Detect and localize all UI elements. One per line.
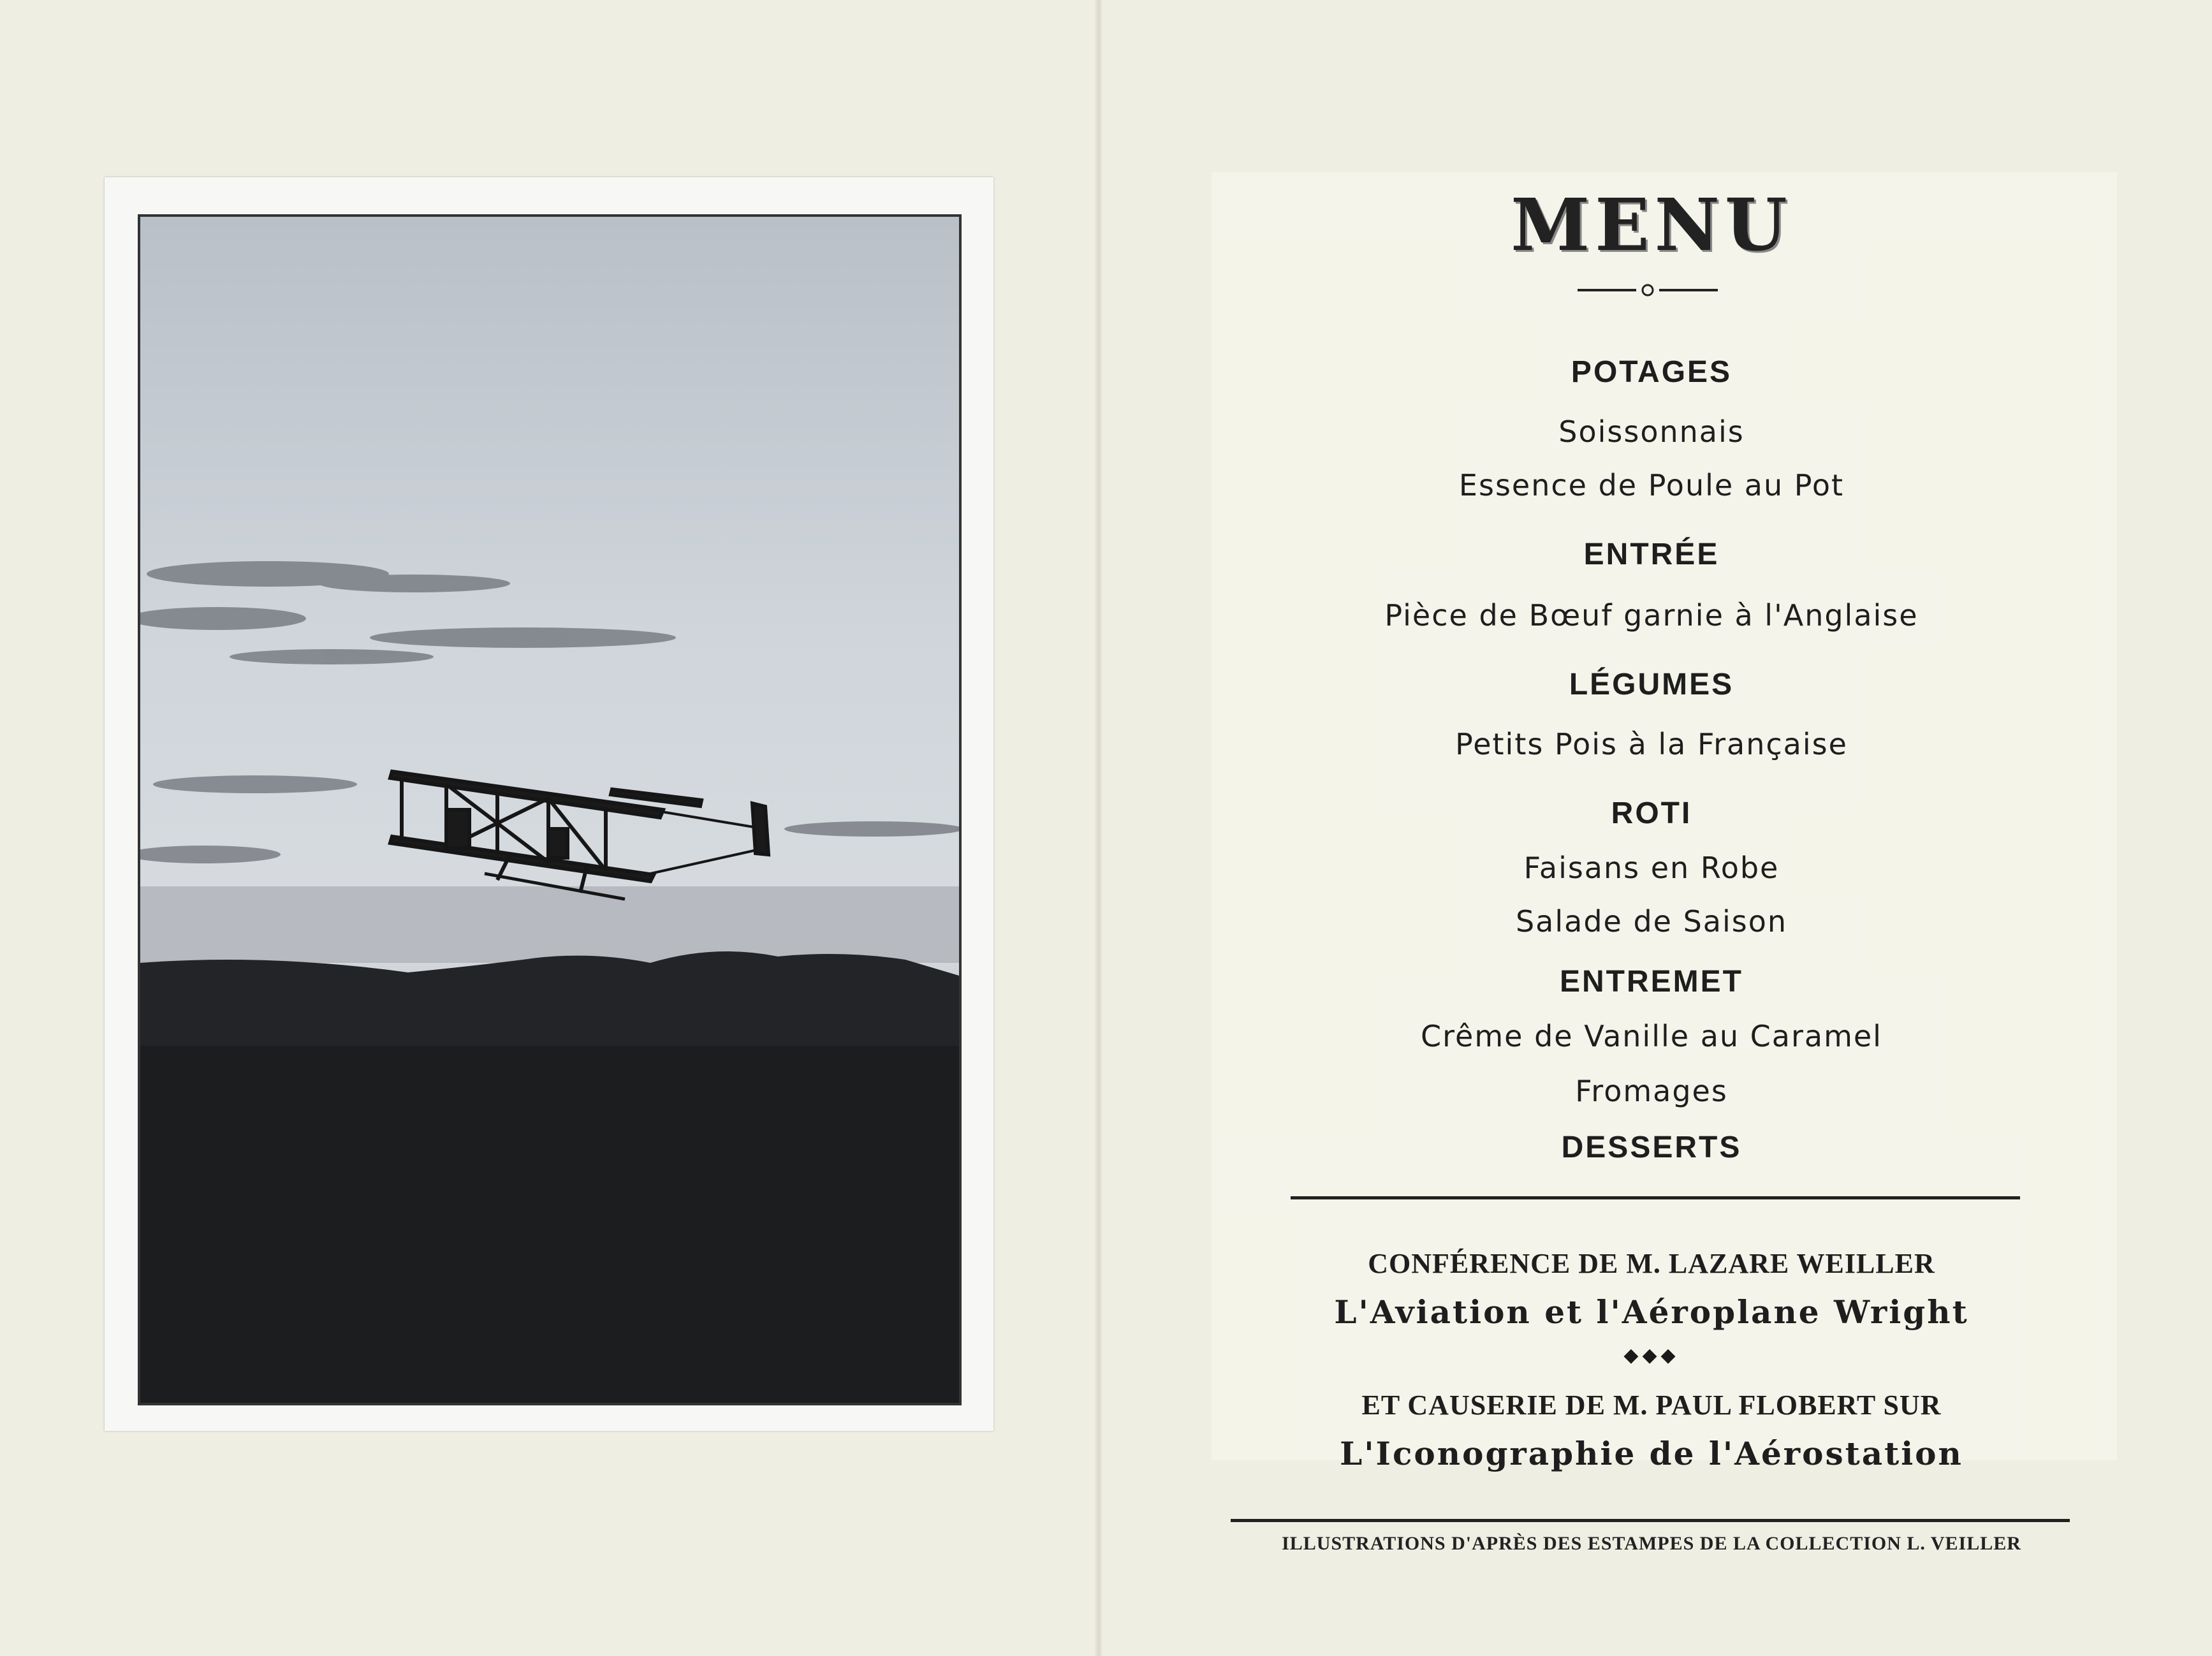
dish-item: Fromages: [1575, 1074, 1728, 1108]
section-heading-legumes: LÉGUMES: [1569, 668, 1734, 701]
dish-item: Essence de Poule au Pot: [1458, 468, 1845, 502]
dish-item: Crême de Vanille au Caramel: [1421, 1019, 1882, 1053]
biplane-photo-image: [140, 217, 959, 1403]
illustration-credit: ILLUSTRATIONS D'APRÈS DES ESTAMPES DE LA COLLECTION L. VEILLER: [1282, 1533, 2021, 1554]
menu-title: MENU: [1511, 184, 1792, 267]
conference-title-2: L'Iconographie de l'Aérostation: [1340, 1435, 1963, 1472]
dish-item: Soissonnais: [1558, 414, 1745, 449]
conference-line-1: CONFÉRENCE DE M. LAZARE WEILLER: [1368, 1248, 1935, 1279]
dish-item: Salade de Saison: [1515, 904, 1788, 939]
section-heading-potages: POTAGES: [1571, 355, 1732, 389]
conference-line-2: ET CAUSERIE DE M. PAUL FLOBERT SUR: [1361, 1389, 1942, 1421]
page-fold: [1094, 0, 1103, 1656]
section-heading-entremet: ENTREMET: [1560, 965, 1743, 999]
biplane-photo: [138, 214, 962, 1405]
divider-rule: [1291, 1196, 2020, 1199]
section-heading-desserts: DESSERTS: [1561, 1131, 1742, 1164]
ornament-divider-icon: [1578, 281, 1718, 300]
divider-rule-bottom: [1231, 1519, 2070, 1522]
dish-item: Pièce de Bœuf garnie à l'Anglaise: [1384, 598, 1919, 633]
conference-separator: ◆◆◆: [1623, 1344, 1680, 1367]
section-heading-entree: ENTRÉE: [1583, 538, 1720, 571]
dish-item: Petits Pois à la Française: [1455, 727, 1848, 761]
section-heading-roti: ROTI: [1611, 796, 1692, 830]
conference-title-1: L'Aviation et l'Aéroplane Wright: [1334, 1293, 1969, 1331]
dish-item: Faisans en Robe: [1523, 851, 1780, 885]
